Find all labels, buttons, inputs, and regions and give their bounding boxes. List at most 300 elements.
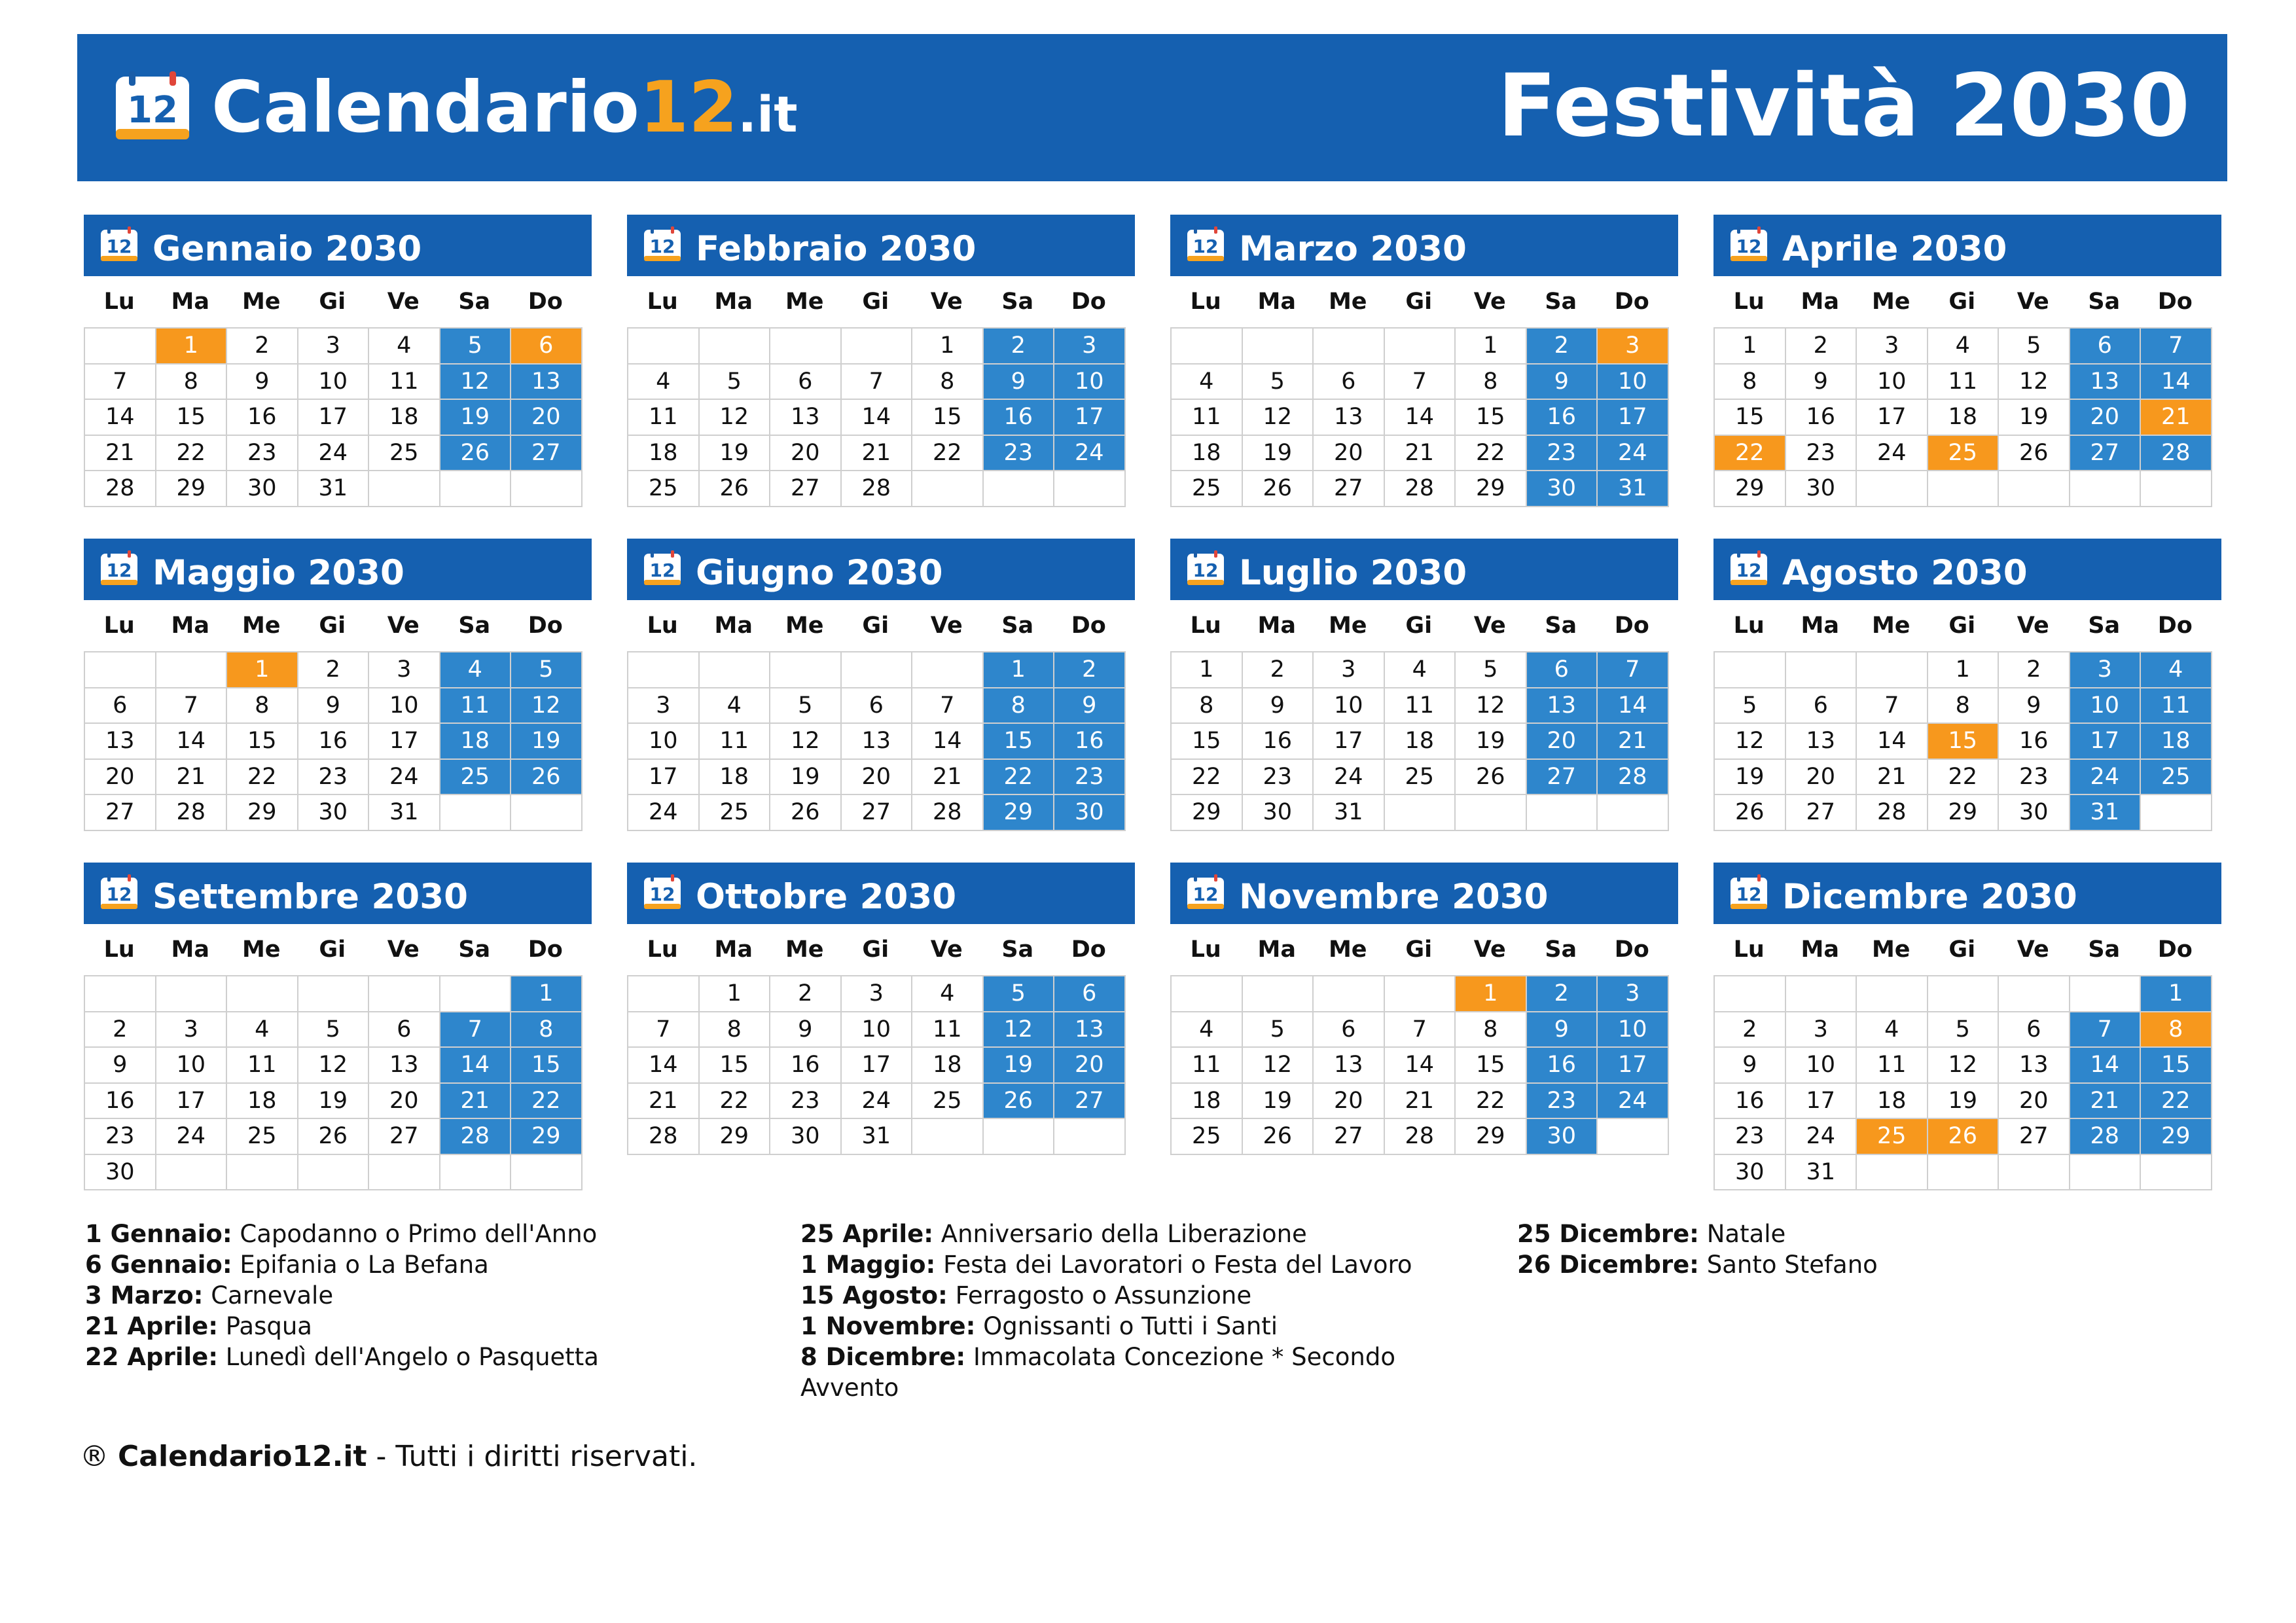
day-cell[interactable]: 21 — [1385, 436, 1456, 472]
day-cell[interactable]: 1 — [1172, 652, 1243, 688]
day-cell[interactable]: 14 — [1385, 400, 1456, 436]
day-cell[interactable]: 6 — [85, 688, 156, 724]
day-cell[interactable]: 27 — [1786, 795, 1857, 831]
day-cell[interactable]: 27 — [770, 471, 842, 507]
weekend-day-cell[interactable]: 24 — [1598, 436, 1669, 472]
day-cell[interactable]: 12 — [1999, 365, 2070, 401]
day-cell[interactable]: 29 — [227, 795, 298, 831]
day-cell[interactable]: 29 — [1172, 795, 1243, 831]
day-cell[interactable]: 4 — [700, 688, 771, 724]
day-cell[interactable]: 30 — [770, 1119, 842, 1155]
day-cell[interactable]: 3 — [628, 688, 700, 724]
holiday-day-cell[interactable]: 1 — [156, 329, 228, 365]
day-cell[interactable]: 16 — [227, 400, 298, 436]
weekend-day-cell[interactable]: 9 — [1527, 365, 1598, 401]
weekend-day-cell[interactable]: 12 — [511, 688, 583, 724]
day-cell[interactable]: 23 — [1243, 760, 1314, 796]
day-cell[interactable]: 21 — [912, 760, 984, 796]
day-cell[interactable]: 10 — [1314, 688, 1385, 724]
day-cell[interactable]: 3 — [369, 652, 440, 688]
day-cell[interactable]: 13 — [842, 724, 913, 760]
day-cell[interactable]: 6 — [1999, 1012, 2070, 1048]
weekend-day-cell[interactable]: 23 — [1527, 436, 1598, 472]
day-cell[interactable]: 10 — [1786, 1048, 1857, 1084]
weekend-day-cell[interactable]: 5 — [511, 652, 583, 688]
day-cell[interactable]: 26 — [770, 795, 842, 831]
day-cell[interactable]: 1 — [1715, 329, 1786, 365]
holiday-day-cell[interactable]: 8 — [2141, 1012, 2212, 1048]
day-cell[interactable]: 11 — [369, 365, 440, 401]
day-cell[interactable]: 30 — [1786, 471, 1857, 507]
day-cell[interactable]: 5 — [298, 1012, 370, 1048]
day-cell[interactable]: 16 — [85, 1084, 156, 1120]
weekend-day-cell[interactable]: 26 — [984, 1084, 1055, 1120]
day-cell[interactable]: 27 — [369, 1119, 440, 1155]
day-cell[interactable]: 31 — [298, 471, 370, 507]
day-cell[interactable]: 16 — [1715, 1084, 1786, 1120]
day-cell[interactable]: 29 — [1928, 795, 2000, 831]
day-cell[interactable]: 28 — [1385, 471, 1456, 507]
weekend-day-cell[interactable]: 13 — [2070, 365, 2142, 401]
weekend-day-cell[interactable]: 24 — [1598, 1084, 1669, 1120]
day-cell[interactable]: 26 — [1243, 1119, 1314, 1155]
day-cell[interactable]: 22 — [1928, 760, 2000, 796]
weekend-day-cell[interactable]: 23 — [984, 436, 1055, 472]
holiday-day-cell[interactable]: 21 — [2141, 400, 2212, 436]
weekend-day-cell[interactable]: 27 — [1054, 1084, 1126, 1120]
weekend-day-cell[interactable]: 14 — [2070, 1048, 2142, 1084]
day-cell[interactable]: 5 — [700, 365, 771, 401]
day-cell[interactable]: 23 — [298, 760, 370, 796]
day-cell[interactable]: 17 — [156, 1084, 228, 1120]
weekend-day-cell[interactable]: 14 — [1598, 688, 1669, 724]
day-cell[interactable]: 12 — [1243, 400, 1314, 436]
day-cell[interactable]: 17 — [298, 400, 370, 436]
weekend-day-cell[interactable]: 3 — [1598, 976, 1669, 1012]
day-cell[interactable]: 31 — [842, 1119, 913, 1155]
weekend-day-cell[interactable]: 19 — [440, 400, 512, 436]
weekend-day-cell[interactable]: 23 — [1054, 760, 1126, 796]
holiday-day-cell[interactable]: 25 — [1928, 436, 2000, 472]
day-cell[interactable]: 17 — [1786, 1084, 1857, 1120]
weekend-day-cell[interactable]: 20 — [1527, 724, 1598, 760]
day-cell[interactable]: 20 — [85, 760, 156, 796]
day-cell[interactable]: 14 — [156, 724, 228, 760]
day-cell[interactable]: 2 — [770, 976, 842, 1012]
day-cell[interactable]: 29 — [1456, 1119, 1527, 1155]
day-cell[interactable]: 5 — [1999, 329, 2070, 365]
day-cell[interactable]: 5 — [1928, 1012, 2000, 1048]
day-cell[interactable]: 27 — [1314, 471, 1385, 507]
day-cell[interactable]: 2 — [85, 1012, 156, 1048]
day-cell[interactable]: 9 — [770, 1012, 842, 1048]
day-cell[interactable]: 20 — [1314, 436, 1385, 472]
weekend-day-cell[interactable]: 28 — [1598, 760, 1669, 796]
day-cell[interactable]: 23 — [1786, 436, 1857, 472]
day-cell[interactable]: 7 — [842, 365, 913, 401]
day-cell[interactable]: 29 — [1456, 471, 1527, 507]
day-cell[interactable]: 20 — [1999, 1084, 2070, 1120]
day-cell[interactable]: 2 — [1715, 1012, 1786, 1048]
day-cell[interactable]: 25 — [1385, 760, 1456, 796]
weekend-day-cell[interactable]: 1 — [984, 652, 1055, 688]
weekend-day-cell[interactable]: 2 — [1527, 976, 1598, 1012]
day-cell[interactable]: 18 — [1172, 436, 1243, 472]
weekend-day-cell[interactable]: 2 — [984, 329, 1055, 365]
day-cell[interactable]: 19 — [1999, 400, 2070, 436]
day-cell[interactable]: 22 — [156, 436, 228, 472]
day-cell[interactable]: 30 — [85, 1155, 156, 1191]
day-cell[interactable]: 12 — [1928, 1048, 2000, 1084]
holiday-day-cell[interactable]: 6 — [511, 329, 583, 365]
weekend-day-cell[interactable]: 20 — [2070, 400, 2142, 436]
day-cell[interactable]: 26 — [1715, 795, 1786, 831]
weekend-day-cell[interactable]: 22 — [984, 760, 1055, 796]
weekend-day-cell[interactable]: 24 — [2070, 760, 2142, 796]
day-cell[interactable]: 13 — [1786, 724, 1857, 760]
day-cell[interactable]: 12 — [1456, 688, 1527, 724]
day-cell[interactable]: 17 — [1314, 724, 1385, 760]
day-cell[interactable]: 27 — [1999, 1119, 2070, 1155]
weekend-day-cell[interactable]: 6 — [2070, 329, 2142, 365]
weekend-day-cell[interactable]: 13 — [1527, 688, 1598, 724]
weekend-day-cell[interactable]: 12 — [440, 365, 512, 401]
weekend-day-cell[interactable]: 25 — [440, 760, 512, 796]
weekend-day-cell[interactable]: 10 — [2070, 688, 2142, 724]
day-cell[interactable]: 20 — [842, 760, 913, 796]
day-cell[interactable]: 18 — [227, 1084, 298, 1120]
day-cell[interactable]: 23 — [770, 1084, 842, 1120]
day-cell[interactable]: 18 — [1857, 1084, 1928, 1120]
day-cell[interactable]: 30 — [1715, 1155, 1786, 1191]
day-cell[interactable]: 31 — [369, 795, 440, 831]
weekend-day-cell[interactable]: 25 — [2141, 760, 2212, 796]
weekend-day-cell[interactable]: 20 — [511, 400, 583, 436]
day-cell[interactable]: 15 — [1456, 400, 1527, 436]
day-cell[interactable]: 2 — [1786, 329, 1857, 365]
day-cell[interactable]: 10 — [298, 365, 370, 401]
weekend-day-cell[interactable]: 16 — [984, 400, 1055, 436]
weekend-day-cell[interactable]: 28 — [2141, 436, 2212, 472]
weekend-day-cell[interactable]: 16 — [1527, 1048, 1598, 1084]
day-cell[interactable]: 15 — [700, 1048, 771, 1084]
day-cell[interactable]: 28 — [85, 471, 156, 507]
day-cell[interactable]: 15 — [1715, 400, 1786, 436]
day-cell[interactable]: 18 — [912, 1048, 984, 1084]
day-cell[interactable]: 18 — [700, 760, 771, 796]
day-cell[interactable]: 22 — [1456, 1084, 1527, 1120]
day-cell[interactable]: 6 — [842, 688, 913, 724]
day-cell[interactable]: 22 — [912, 436, 984, 472]
day-cell[interactable]: 8 — [1456, 365, 1527, 401]
day-cell[interactable]: 11 — [912, 1012, 984, 1048]
day-cell[interactable]: 21 — [628, 1084, 700, 1120]
weekend-day-cell[interactable]: 23 — [1527, 1084, 1598, 1120]
weekend-day-cell[interactable]: 31 — [1598, 471, 1669, 507]
day-cell[interactable]: 14 — [1385, 1048, 1456, 1084]
day-cell[interactable]: 6 — [1314, 1012, 1385, 1048]
weekend-day-cell[interactable]: 29 — [511, 1119, 583, 1155]
weekend-day-cell[interactable]: 6 — [1527, 652, 1598, 688]
weekend-day-cell[interactable]: 28 — [2070, 1119, 2142, 1155]
weekend-day-cell[interactable]: 19 — [984, 1048, 1055, 1084]
weekend-day-cell[interactable]: 18 — [440, 724, 512, 760]
day-cell[interactable]: 23 — [227, 436, 298, 472]
weekend-day-cell[interactable]: 30 — [1054, 795, 1126, 831]
day-cell[interactable]: 11 — [1928, 365, 2000, 401]
weekend-day-cell[interactable]: 6 — [1054, 976, 1126, 1012]
day-cell[interactable]: 12 — [1715, 724, 1786, 760]
weekend-day-cell[interactable]: 7 — [1598, 652, 1669, 688]
weekend-day-cell[interactable]: 15 — [511, 1048, 583, 1084]
weekend-day-cell[interactable]: 2 — [1527, 329, 1598, 365]
day-cell[interactable]: 13 — [1314, 400, 1385, 436]
weekend-day-cell[interactable]: 21 — [1598, 724, 1669, 760]
day-cell[interactable]: 15 — [1456, 1048, 1527, 1084]
day-cell[interactable]: 8 — [700, 1012, 771, 1048]
day-cell[interactable]: 4 — [1857, 1012, 1928, 1048]
day-cell[interactable]: 14 — [628, 1048, 700, 1084]
day-cell[interactable]: 21 — [1857, 760, 1928, 796]
day-cell[interactable]: 12 — [770, 724, 842, 760]
day-cell[interactable]: 21 — [842, 436, 913, 472]
day-cell[interactable]: 18 — [1928, 400, 2000, 436]
day-cell[interactable]: 4 — [227, 1012, 298, 1048]
day-cell[interactable]: 27 — [842, 795, 913, 831]
day-cell[interactable]: 26 — [700, 471, 771, 507]
day-cell[interactable]: 17 — [1857, 400, 1928, 436]
day-cell[interactable]: 20 — [369, 1084, 440, 1120]
day-cell[interactable]: 8 — [1172, 688, 1243, 724]
day-cell[interactable]: 22 — [1456, 436, 1527, 472]
day-cell[interactable]: 11 — [1385, 688, 1456, 724]
day-cell[interactable]: 22 — [227, 760, 298, 796]
day-cell[interactable]: 7 — [912, 688, 984, 724]
day-cell[interactable]: 11 — [700, 724, 771, 760]
day-cell[interactable]: 14 — [842, 400, 913, 436]
day-cell[interactable]: 10 — [628, 724, 700, 760]
day-cell[interactable]: 21 — [85, 436, 156, 472]
day-cell[interactable]: 15 — [1172, 724, 1243, 760]
day-cell[interactable]: 12 — [1243, 1048, 1314, 1084]
day-cell[interactable]: 3 — [156, 1012, 228, 1048]
weekend-day-cell[interactable]: 20 — [1054, 1048, 1126, 1084]
day-cell[interactable]: 8 — [156, 365, 228, 401]
day-cell[interactable]: 15 — [227, 724, 298, 760]
day-cell[interactable]: 14 — [912, 724, 984, 760]
weekend-day-cell[interactable]: 30 — [1527, 1119, 1598, 1155]
day-cell[interactable]: 16 — [1243, 724, 1314, 760]
weekend-day-cell[interactable]: 18 — [2141, 724, 2212, 760]
day-cell[interactable]: 25 — [700, 795, 771, 831]
weekend-day-cell[interactable]: 27 — [511, 436, 583, 472]
day-cell[interactable]: 24 — [1857, 436, 1928, 472]
day-cell[interactable]: 11 — [1172, 400, 1243, 436]
weekend-day-cell[interactable]: 3 — [2070, 652, 2142, 688]
day-cell[interactable]: 5 — [1715, 688, 1786, 724]
day-cell[interactable]: 3 — [842, 976, 913, 1012]
weekend-day-cell[interactable]: 8 — [511, 1012, 583, 1048]
day-cell[interactable]: 10 — [1857, 365, 1928, 401]
day-cell[interactable]: 6 — [1314, 365, 1385, 401]
day-cell[interactable]: 22 — [1172, 760, 1243, 796]
day-cell[interactable]: 24 — [628, 795, 700, 831]
weekend-day-cell[interactable]: 27 — [2070, 436, 2142, 472]
day-cell[interactable]: 12 — [700, 400, 771, 436]
day-cell[interactable]: 4 — [1385, 652, 1456, 688]
day-cell[interactable]: 25 — [628, 471, 700, 507]
weekend-day-cell[interactable]: 14 — [2141, 365, 2212, 401]
day-cell[interactable]: 4 — [628, 365, 700, 401]
day-cell[interactable]: 30 — [227, 471, 298, 507]
day-cell[interactable]: 1 — [1456, 329, 1527, 365]
day-cell[interactable]: 27 — [1314, 1119, 1385, 1155]
day-cell[interactable]: 1 — [912, 329, 984, 365]
day-cell[interactable]: 6 — [1786, 688, 1857, 724]
weekend-day-cell[interactable]: 22 — [2141, 1084, 2212, 1120]
weekend-day-cell[interactable]: 24 — [1054, 436, 1126, 472]
weekend-day-cell[interactable]: 9 — [1527, 1012, 1598, 1048]
day-cell[interactable]: 8 — [1715, 365, 1786, 401]
weekend-day-cell[interactable]: 29 — [984, 795, 1055, 831]
day-cell[interactable]: 5 — [1456, 652, 1527, 688]
day-cell[interactable]: 4 — [369, 329, 440, 365]
day-cell[interactable]: 31 — [1786, 1155, 1857, 1191]
weekend-day-cell[interactable]: 3 — [1054, 329, 1126, 365]
day-cell[interactable]: 13 — [770, 400, 842, 436]
day-cell[interactable]: 7 — [85, 365, 156, 401]
day-cell[interactable]: 2 — [298, 652, 370, 688]
weekend-day-cell[interactable]: 5 — [984, 976, 1055, 1012]
day-cell[interactable]: 7 — [1857, 688, 1928, 724]
day-cell[interactable]: 18 — [1172, 1084, 1243, 1120]
day-cell[interactable]: 19 — [298, 1084, 370, 1120]
day-cell[interactable]: 15 — [912, 400, 984, 436]
day-cell[interactable]: 21 — [156, 760, 228, 796]
day-cell[interactable]: 5 — [1243, 365, 1314, 401]
day-cell[interactable]: 22 — [700, 1084, 771, 1120]
day-cell[interactable]: 11 — [628, 400, 700, 436]
day-cell[interactable]: 3 — [1786, 1012, 1857, 1048]
day-cell[interactable]: 1 — [1928, 652, 2000, 688]
weekend-day-cell[interactable]: 30 — [1527, 471, 1598, 507]
day-cell[interactable]: 16 — [298, 724, 370, 760]
day-cell[interactable]: 24 — [298, 436, 370, 472]
day-cell[interactable]: 19 — [1715, 760, 1786, 796]
weekend-day-cell[interactable]: 22 — [511, 1084, 583, 1120]
weekend-day-cell[interactable]: 29 — [2141, 1119, 2212, 1155]
day-cell[interactable]: 16 — [770, 1048, 842, 1084]
weekend-day-cell[interactable]: 26 — [511, 760, 583, 796]
weekend-day-cell[interactable]: 9 — [984, 365, 1055, 401]
day-cell[interactable]: 20 — [1786, 760, 1857, 796]
day-cell[interactable]: 23 — [85, 1119, 156, 1155]
day-cell[interactable]: 24 — [1314, 760, 1385, 796]
holiday-day-cell[interactable]: 1 — [227, 652, 298, 688]
day-cell[interactable]: 2 — [1999, 652, 2070, 688]
day-cell[interactable]: 9 — [1243, 688, 1314, 724]
day-cell[interactable]: 24 — [1786, 1119, 1857, 1155]
day-cell[interactable]: 9 — [85, 1048, 156, 1084]
weekend-day-cell[interactable]: 5 — [440, 329, 512, 365]
day-cell[interactable]: 29 — [700, 1119, 771, 1155]
day-cell[interactable]: 10 — [156, 1048, 228, 1084]
weekend-day-cell[interactable]: 13 — [1054, 1012, 1126, 1048]
holiday-day-cell[interactable]: 3 — [1598, 329, 1669, 365]
weekend-day-cell[interactable]: 15 — [984, 724, 1055, 760]
day-cell[interactable]: 21 — [1385, 1084, 1456, 1120]
weekend-day-cell[interactable]: 17 — [1598, 400, 1669, 436]
day-cell[interactable]: 16 — [1786, 400, 1857, 436]
weekend-day-cell[interactable]: 7 — [2070, 1012, 2142, 1048]
day-cell[interactable]: 20 — [770, 436, 842, 472]
day-cell[interactable]: 17 — [842, 1048, 913, 1084]
day-cell[interactable]: 30 — [298, 795, 370, 831]
day-cell[interactable]: 13 — [1999, 1048, 2070, 1084]
weekend-day-cell[interactable]: 17 — [1598, 1048, 1669, 1084]
day-cell[interactable]: 28 — [156, 795, 228, 831]
day-cell[interactable]: 25 — [1172, 1119, 1243, 1155]
weekend-day-cell[interactable]: 11 — [440, 688, 512, 724]
weekend-day-cell[interactable]: 31 — [2070, 795, 2142, 831]
day-cell[interactable]: 9 — [1715, 1048, 1786, 1084]
day-cell[interactable]: 24 — [156, 1119, 228, 1155]
day-cell[interactable]: 19 — [1243, 436, 1314, 472]
day-cell[interactable]: 27 — [85, 795, 156, 831]
day-cell[interactable]: 6 — [770, 365, 842, 401]
holiday-day-cell[interactable]: 15 — [1928, 724, 2000, 760]
day-cell[interactable]: 2 — [227, 329, 298, 365]
day-cell[interactable]: 8 — [912, 365, 984, 401]
weekend-day-cell[interactable]: 1 — [511, 976, 583, 1012]
weekend-day-cell[interactable]: 9 — [1054, 688, 1126, 724]
day-cell[interactable]: 25 — [912, 1084, 984, 1120]
day-cell[interactable]: 28 — [842, 471, 913, 507]
day-cell[interactable]: 11 — [227, 1048, 298, 1084]
weekend-day-cell[interactable]: 2 — [1054, 652, 1126, 688]
day-cell[interactable]: 7 — [1385, 1012, 1456, 1048]
day-cell[interactable]: 26 — [298, 1119, 370, 1155]
day-cell[interactable]: 11 — [1172, 1048, 1243, 1084]
day-cell[interactable]: 19 — [1928, 1084, 2000, 1120]
weekend-day-cell[interactable]: 14 — [440, 1048, 512, 1084]
day-cell[interactable]: 25 — [227, 1119, 298, 1155]
holiday-day-cell[interactable]: 1 — [1456, 976, 1527, 1012]
weekend-day-cell[interactable]: 10 — [1598, 1012, 1669, 1048]
day-cell[interactable]: 16 — [1999, 724, 2070, 760]
day-cell[interactable]: 7 — [628, 1012, 700, 1048]
weekend-day-cell[interactable]: 21 — [2070, 1084, 2142, 1120]
day-cell[interactable]: 19 — [700, 436, 771, 472]
day-cell[interactable]: 30 — [1243, 795, 1314, 831]
weekend-day-cell[interactable]: 7 — [440, 1012, 512, 1048]
day-cell[interactable]: 5 — [770, 688, 842, 724]
holiday-day-cell[interactable]: 25 — [1857, 1119, 1928, 1155]
day-cell[interactable]: 9 — [1999, 688, 2070, 724]
day-cell[interactable]: 23 — [1715, 1119, 1786, 1155]
day-cell[interactable]: 13 — [85, 724, 156, 760]
day-cell[interactable]: 25 — [1172, 471, 1243, 507]
day-cell[interactable]: 24 — [369, 760, 440, 796]
day-cell[interactable]: 13 — [1314, 1048, 1385, 1084]
weekend-day-cell[interactable]: 11 — [2141, 688, 2212, 724]
weekend-day-cell[interactable]: 8 — [984, 688, 1055, 724]
day-cell[interactable]: 2 — [1243, 652, 1314, 688]
footer-brand[interactable]: Calendario12.it — [118, 1440, 367, 1473]
day-cell[interactable]: 10 — [842, 1012, 913, 1048]
weekend-day-cell[interactable]: 17 — [1054, 400, 1126, 436]
day-cell[interactable]: 26 — [1999, 436, 2070, 472]
